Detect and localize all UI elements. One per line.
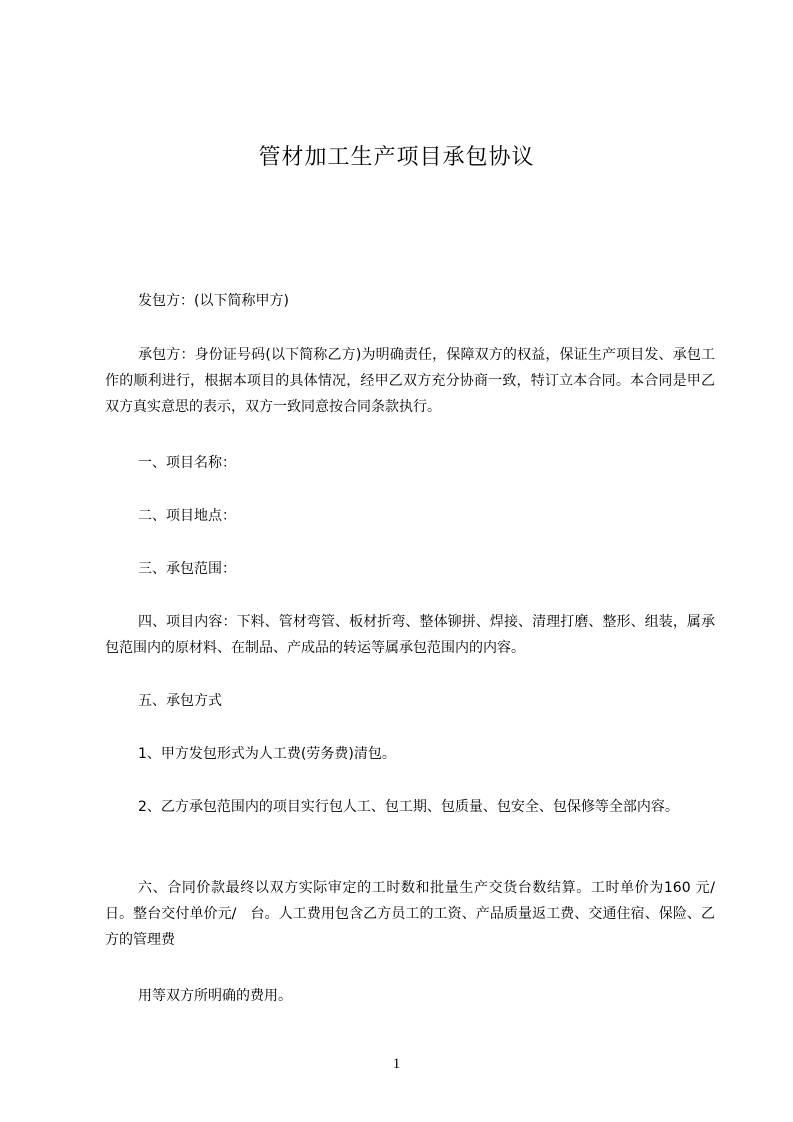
paragraph-method-item-2: 2、乙方承包范围内的项目实行包人工、包工期、包质量、包安全、包保修等全部内容。 [138, 799, 679, 815]
paragraph-project-location: 二、项目地点： [138, 508, 236, 524]
paragraph-contract-scope: 三、承包范围： [138, 561, 236, 577]
paragraph-project-name: 一、项目名称： [138, 455, 236, 471]
paragraph-method-item-1: 1、甲方发包形式为人工费(劳务费)清包。 [138, 746, 396, 762]
document-title: 管材加工生产项目承包协议 [258, 145, 535, 170]
paragraph-contract-method: 五、承包方式 [138, 693, 222, 709]
page-number: 1 [392, 1056, 401, 1072]
paragraph-contractor: 承包方：身份证号码(以下简称乙方)为明确责任，保障双方的权益，保证生产项目发、承包工作的顺利进行，根据本项目的具体情况，经甲乙双方充分协商一致，特订立本合同。本合同是甲乙双方真实意思的表示，双方一致同意按合同条款执行。 [105, 347, 715, 415]
paragraph-price-continued: 用等双方所明确的费用。 [138, 988, 292, 1004]
paragraph-employer: 发包方：(以下简称甲方) [138, 293, 289, 309]
paragraph-project-content: 四、项目内容：下料、管材弯管、板材折弯、整体铆拼、焊接、清理打磨、整形、组装，属承包范围内的原材料、在制品、产成品的转运等属承包范围内的内容。 [105, 614, 715, 656]
paragraph-contract-price: 六、合同价款最终以双方实际审定的工时数和批量生产交货台数结算。工时单价为160 元/ 日。整台交付单价元/ 台。人工费用包含乙方员工的工资、产品质量返工费、交通住宿、保险、乙方的管理费 [105, 880, 715, 948]
